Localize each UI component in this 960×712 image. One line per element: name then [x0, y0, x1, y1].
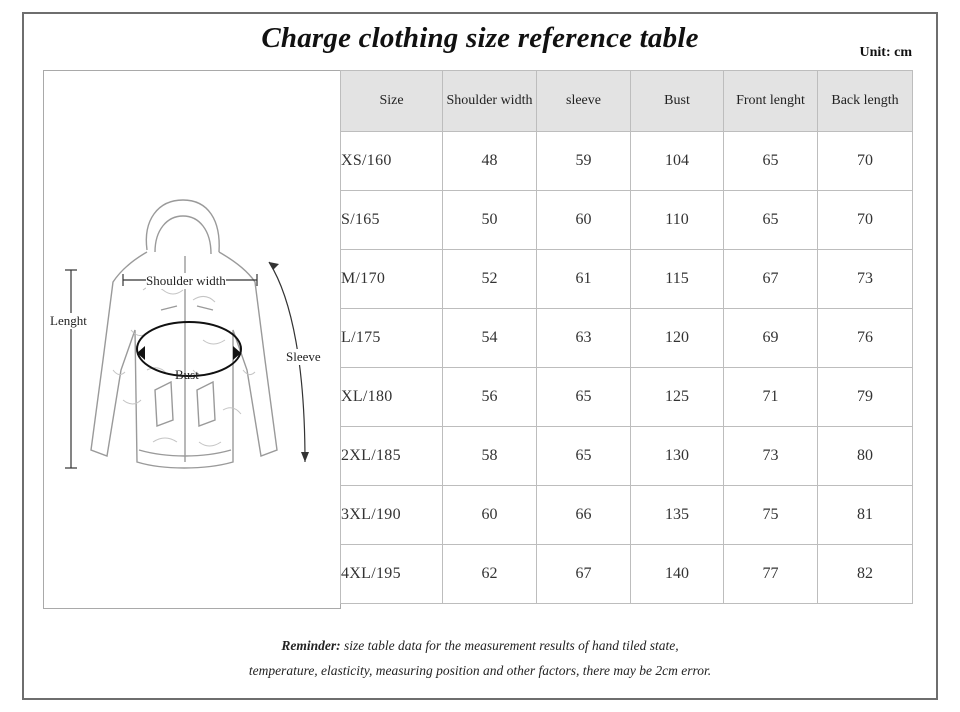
size-cell: S/165	[341, 191, 443, 250]
header-shoulder-width: Shoulder width	[443, 71, 537, 132]
table-row	[341, 486, 913, 545]
front-length-cell: 69	[724, 309, 818, 368]
back-length-cell: 81	[818, 486, 913, 545]
size-cell: L/175	[341, 309, 443, 368]
front-length-cell: 73	[724, 427, 818, 486]
sleeve-cell: 63	[537, 309, 631, 368]
header-size: Size	[341, 71, 443, 132]
table-row	[341, 427, 913, 486]
shoulder-width-cell: 54	[443, 309, 537, 368]
bust-cell: 104	[631, 132, 724, 191]
sleeve-cell: 65	[537, 368, 631, 427]
back-length-cell: 70	[818, 191, 913, 250]
size-cell: 3XL/190	[341, 486, 443, 545]
header-sleeve: sleeve	[537, 71, 631, 132]
sleeve-cell: 67	[537, 545, 631, 604]
back-length-cell: 70	[818, 132, 913, 191]
table-row	[341, 191, 913, 250]
unit-label: Unit: cm	[859, 45, 912, 60]
bust-cell: 140	[631, 545, 724, 604]
front-length-cell: 75	[724, 486, 818, 545]
bust-label: Bust	[175, 367, 199, 382]
size-cell: XL/180	[341, 368, 443, 427]
header-back-length: Back length	[818, 71, 913, 132]
shoulder-width-cell: 52	[443, 250, 537, 309]
header-front-length: Front lenght	[724, 71, 818, 132]
size-cell: 2XL/185	[341, 427, 443, 486]
reminder-line-2: temperature, elasticity, measuring position and other factors, there may be 2cm error.	[248, 663, 712, 678]
table-header-row	[341, 71, 913, 132]
size-cell: 4XL/195	[341, 545, 443, 604]
table-row	[341, 250, 913, 309]
shoulder-width-cell: 58	[443, 427, 537, 486]
back-length-cell: 76	[818, 309, 913, 368]
size-cell: XS/160	[341, 132, 443, 191]
sleeve-cell: 61	[537, 250, 631, 309]
bust-cell: 110	[631, 191, 724, 250]
back-length-cell: 80	[818, 427, 913, 486]
front-length-cell: 71	[724, 368, 818, 427]
reminder-text-1: size table data for the measurement results of hand tiled state,	[340, 638, 679, 653]
size-cell: M/170	[341, 250, 443, 309]
bust-cell: 120	[631, 309, 724, 368]
header-bust: Bust	[631, 71, 724, 132]
sleeve-cell: 65	[537, 427, 631, 486]
sleeve-cell: 59	[537, 132, 631, 191]
shoulder-width-cell: 56	[443, 368, 537, 427]
back-length-cell: 82	[818, 545, 913, 604]
sleeve-cell: 60	[537, 191, 631, 250]
jacket-diagram	[43, 70, 341, 609]
back-length-cell: 73	[818, 250, 913, 309]
table-row	[341, 132, 913, 191]
front-length-cell: 65	[724, 191, 818, 250]
bust-cell: 130	[631, 427, 724, 486]
bust-cell: 115	[631, 250, 724, 309]
table-row	[341, 545, 913, 604]
jacket-hood	[146, 200, 219, 252]
sleeve-cell: 66	[537, 486, 631, 545]
shoulder-width-cell: 60	[443, 486, 537, 545]
table-row	[341, 309, 913, 368]
reminder-label: Reminder:	[281, 638, 341, 653]
shoulder-width-cell: 48	[443, 132, 537, 191]
shoulder-width-cell: 50	[443, 191, 537, 250]
back-length-cell: 79	[818, 368, 913, 427]
shoulder-width-label: Shoulder width	[146, 273, 226, 288]
length-label: Lenght	[50, 313, 87, 328]
sleeve-label: Sleeve	[286, 349, 321, 364]
front-length-cell: 67	[724, 250, 818, 309]
front-length-cell: 65	[724, 132, 818, 191]
bust-cell: 135	[631, 486, 724, 545]
size-table	[340, 70, 913, 604]
shoulder-width-cell: 62	[443, 545, 537, 604]
table-row	[341, 368, 913, 427]
bust-cell: 125	[631, 368, 724, 427]
page-title: Charge clothing size reference table	[261, 22, 699, 54]
reminder-line-1	[0, 638, 960, 654]
front-length-cell: 77	[724, 545, 818, 604]
